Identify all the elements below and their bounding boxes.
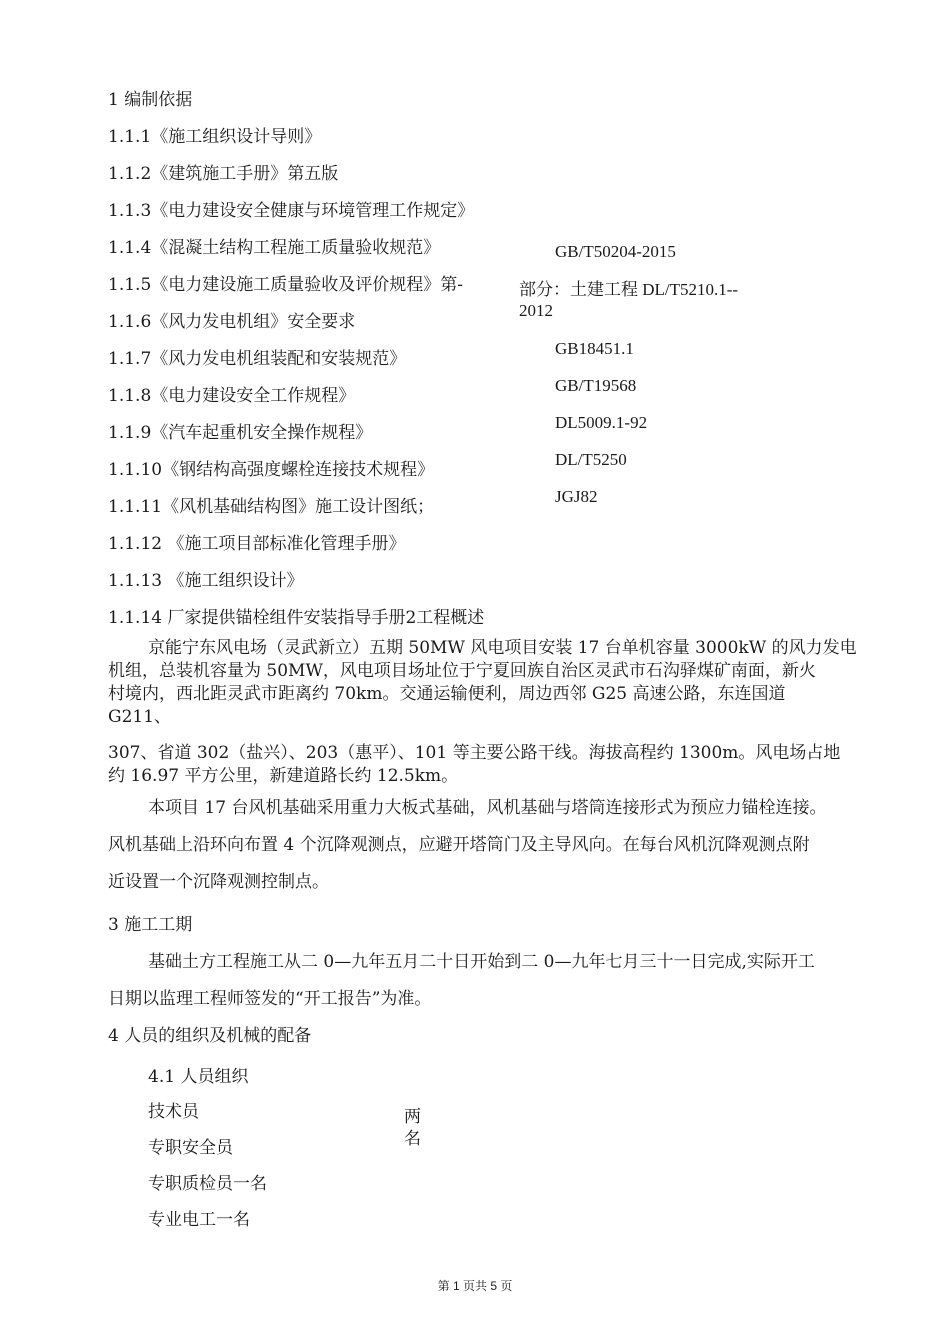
- reference-item: 1.1.13 《施工组织设计》: [108, 571, 304, 591]
- reference-item: 1.1.9《汽车起重机安全操作规程》: [108, 423, 373, 443]
- reference-item: 1.1.6《风力发电机组》安全要求: [108, 312, 356, 332]
- reference-item: 1.1.3《电力建设安全健康与环境管理工作规定》: [108, 201, 475, 221]
- reference-item: 1.1.2《建筑施工手册》第五版: [108, 164, 339, 184]
- reference-item: 1.1.8《电力建设安全工作规程》: [108, 386, 356, 406]
- page-footer: 第 1 页共 5 页: [437, 1279, 513, 1293]
- standard-code: GB/T50204-2015: [555, 242, 676, 261]
- standard-code: DL5009.1-92: [555, 413, 648, 432]
- staff-note: 名: [404, 1129, 421, 1149]
- overview-paragraph-line: G211、: [108, 707, 172, 727]
- staff-item: 专职安全员: [148, 1138, 233, 1158]
- overview-paragraph-line: 约 16.97 平方公里，新建道路长约 12.5km。: [108, 766, 459, 786]
- overview-paragraph-line: 近设置一个沉降观测控制点。: [108, 872, 329, 892]
- schedule-paragraph-line: 基础土方工程施工从二 0—九年五月二十日开始到二 0—九年七月三十一日完成,实际开工: [148, 952, 815, 972]
- overview-paragraph-line: 风机基础上沿环向布置 4 个沉降观测点，应避开塔筒门及主导风向。在每台风机沉降观测点附: [108, 835, 810, 855]
- reference-item: 1.1.12 《施工项目部标准化管理手册》: [108, 534, 406, 554]
- section-3-heading: 3 施工工期: [108, 915, 193, 935]
- reference-item: 1.1.7《风力发电机组装配和安装规范》: [108, 349, 407, 369]
- overview-paragraph-line: 村境内，西北距灵武市距离约 70km。交通运输便利，周边西邻 G25 高速公路，东连国道: [108, 684, 786, 704]
- section-4-1-heading: 4.1 人员组织: [148, 1067, 249, 1087]
- section-4-heading: 4 人员的组织及机械的配备: [108, 1026, 312, 1046]
- reference-item: 1.1.1《施工组织设计导则》: [108, 127, 322, 147]
- reference-item: 1.1.10《钢结构高强度螺栓连接技术规程》: [108, 460, 435, 480]
- overview-paragraph-line: 机组，总装机容量为 50MW，风电项目场址位于宁夏回族自治区灵武市石沟驿煤矿南面，新火: [108, 661, 816, 681]
- staff-item: 专职质检员一名: [148, 1174, 267, 1194]
- standard-code: GB/T19568: [555, 376, 637, 395]
- staff-item: 专业电工一名: [148, 1210, 250, 1230]
- standard-code: JGJ82: [555, 487, 598, 506]
- standard-code: GB18451.1: [555, 339, 634, 358]
- overview-paragraph-line: 京能宁东风电场（灵武新立）五期 50MW 风电项目安装 17 台单机容量 3000kW 的风力发电: [148, 638, 857, 658]
- staff-note: 两: [404, 1107, 421, 1127]
- reference-item: 1.1.11《风机基础结构图》施工设计图纸；: [108, 497, 435, 517]
- schedule-paragraph-line: 日期以监理工程师签发的“开工报告”为准。: [108, 989, 432, 1009]
- reference-item: 1.1.4《混凝土结构工程施工质量验收规范》: [108, 238, 441, 258]
- standard-code: 部分：土建工程 DL/T5210.1--: [519, 280, 739, 299]
- standard-code: 2012: [519, 301, 553, 320]
- reference-item: 1.1.14 厂家提供锚栓组件安装指导手册2工程概述: [108, 608, 485, 628]
- standard-code: DL/T5250: [555, 450, 627, 469]
- overview-paragraph-line: 本项目 17 台风机基础采用重力大板式基础，风机基础与塔筒连接形式为预应力锚栓连接。: [148, 798, 827, 818]
- staff-item: 技术员: [148, 1102, 199, 1122]
- overview-paragraph-line: 307、省道 302（盐兴）、203（惠平）、101 等主要公路干线。海拔高程约 1300m。风电场占地: [108, 743, 841, 763]
- reference-item: 1.1.5《电力建设施工质量验收及评价规程》第-: [108, 275, 463, 295]
- section-1-heading: 1 编制依据: [108, 90, 193, 110]
